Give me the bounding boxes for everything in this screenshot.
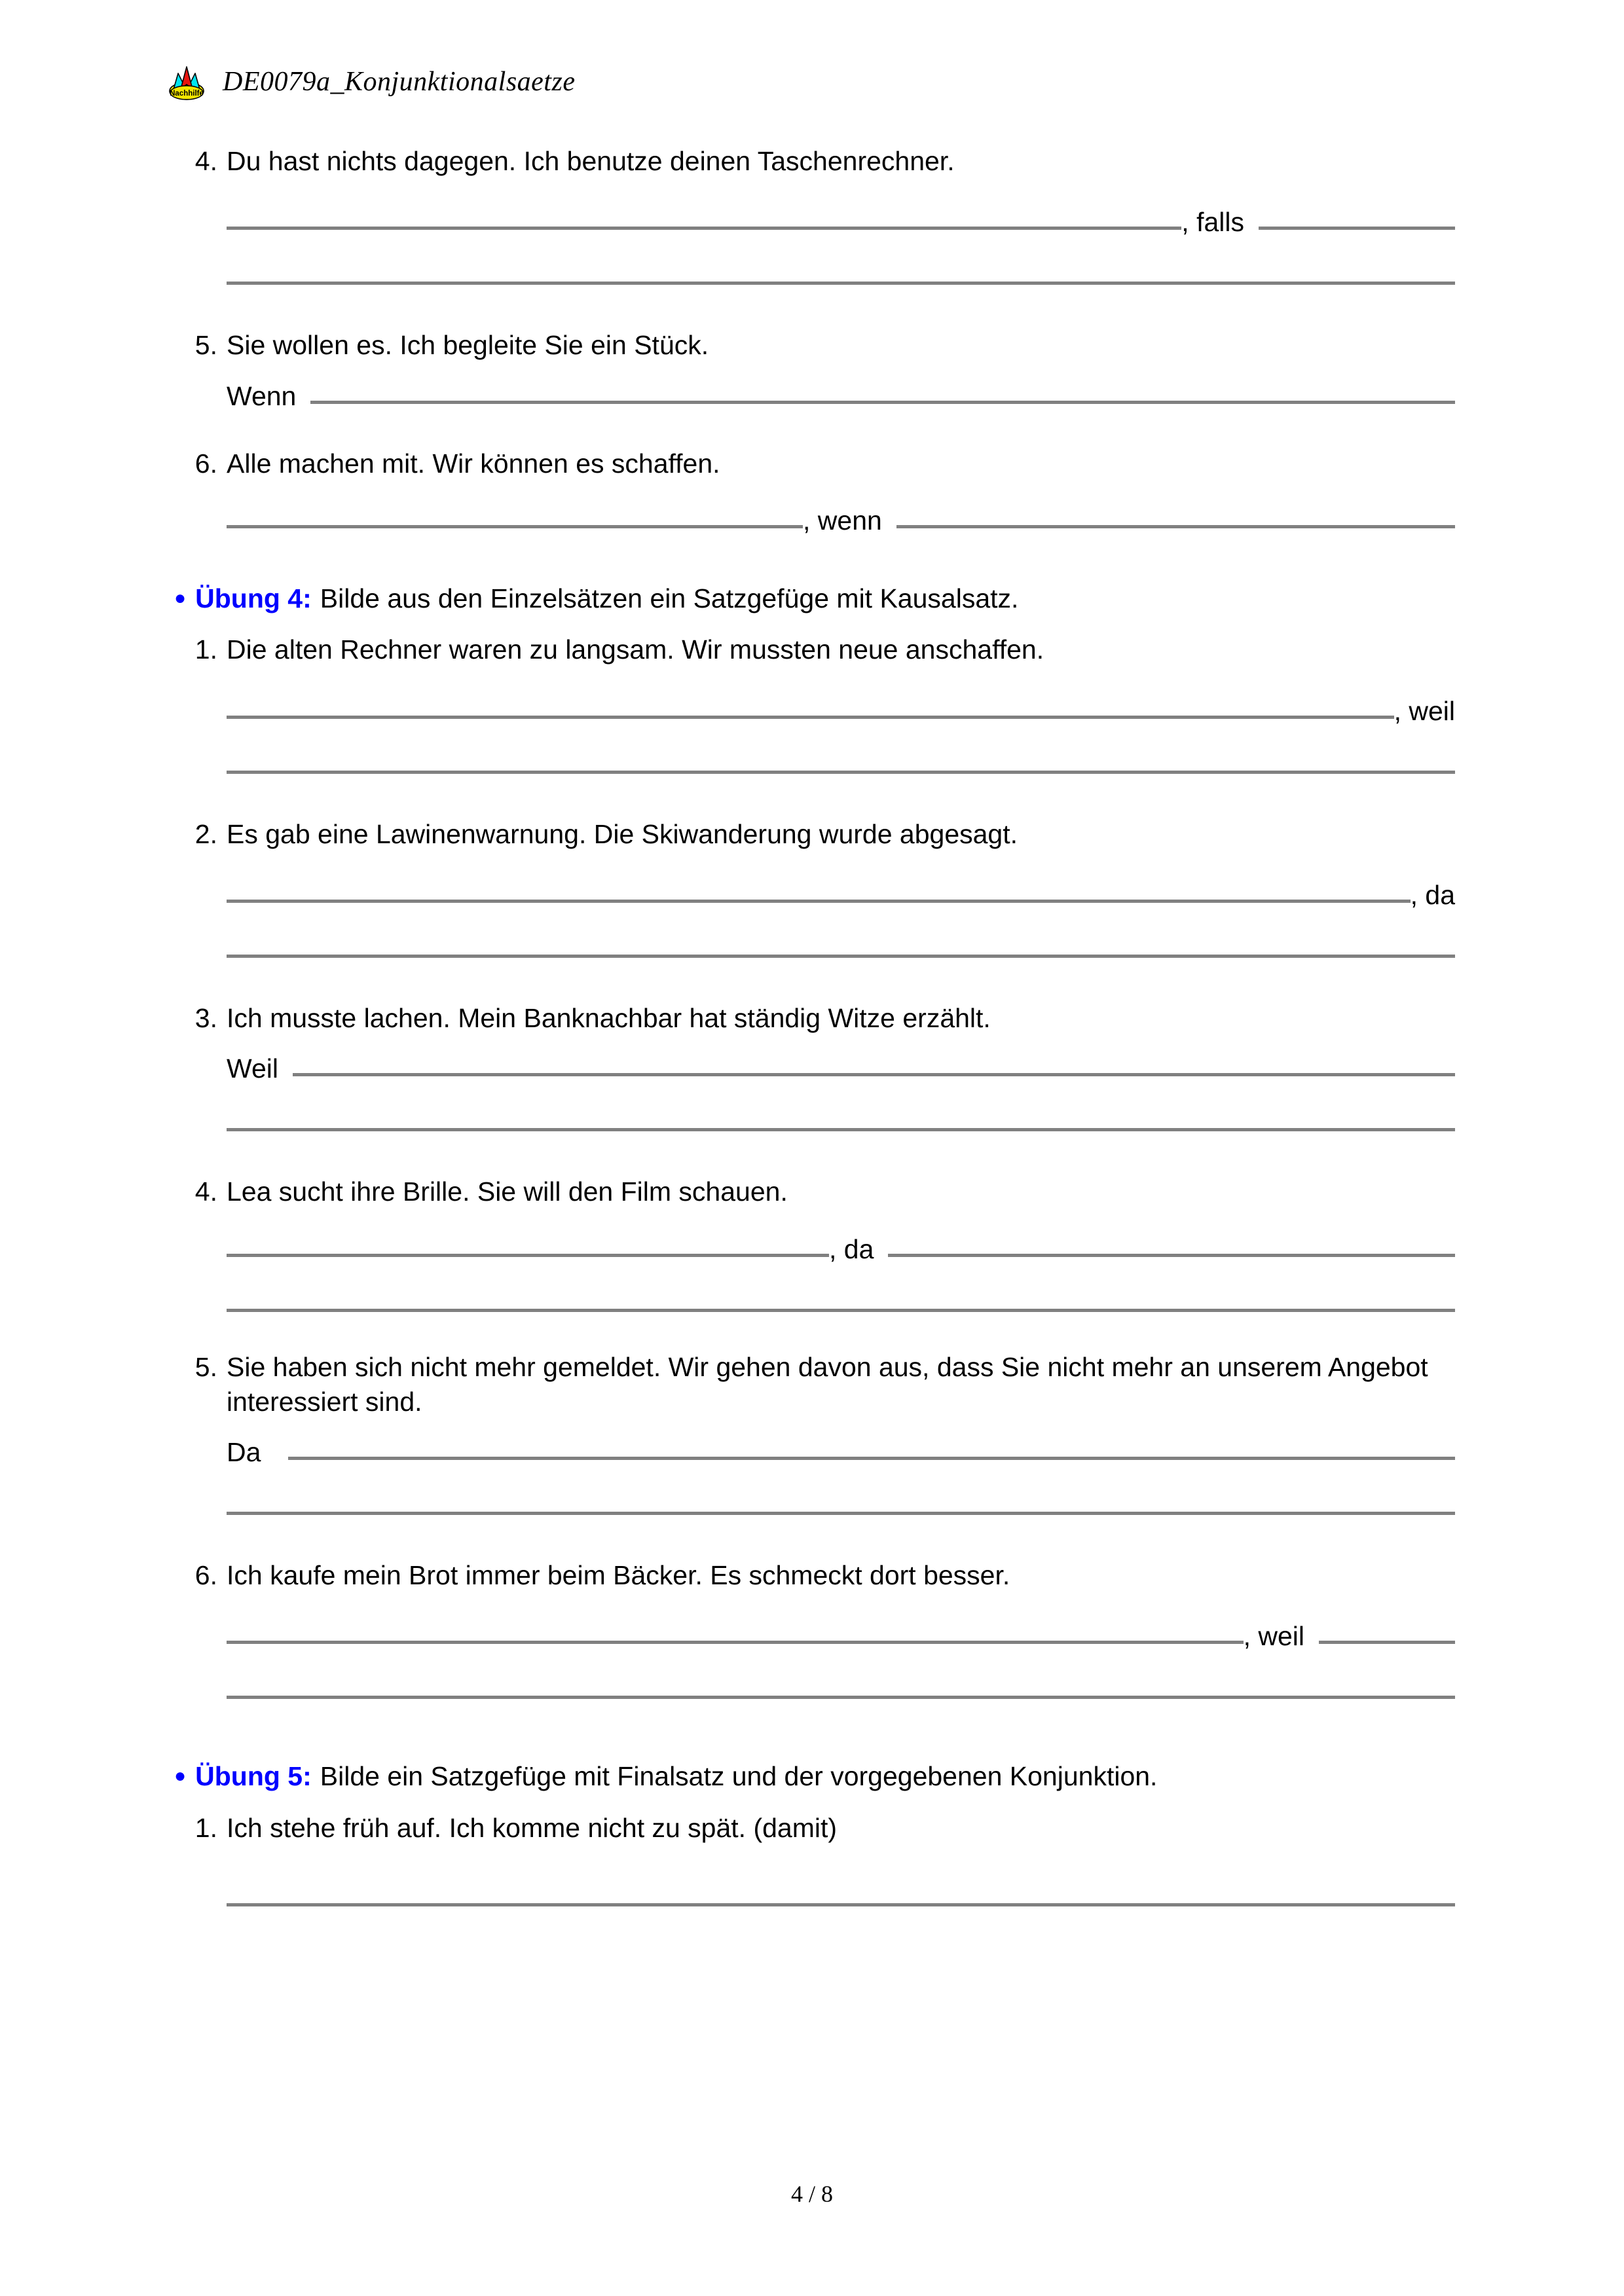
answer-line-row[interactable] — [165, 1055, 1455, 1082]
list-item — [165, 632, 1455, 667]
answer-blank[interactable] — [310, 401, 1455, 404]
list-item — [165, 1811, 1455, 1846]
worksheet-content — [165, 144, 1455, 1908]
answer-blank[interactable] — [896, 525, 1455, 528]
answer-blank[interactable] — [227, 227, 1181, 230]
conjunction-label: , weil — [1243, 1621, 1304, 1652]
exercise-instruction: Bilde ein Satzgefüge mit Finalsatz und der vorgegebenen Konjunktion. — [320, 1761, 1158, 1792]
conjunction-label: , da — [829, 1233, 874, 1264]
exercise-heading-uebung-4 — [165, 581, 1455, 615]
conjunction-label: , falls — [1181, 207, 1244, 238]
bullet-icon: ● — [174, 1765, 187, 1787]
item-text: Ich musste lachen. Mein Banknachbar hat ständig Witze erzählt. — [227, 1002, 991, 1033]
answer-blank[interactable] — [227, 282, 1455, 285]
item-number: 1. — [194, 634, 217, 665]
answer-line-row[interactable] — [165, 209, 1455, 236]
answer-line-row[interactable] — [165, 695, 1455, 726]
item-text: Lea sucht ihre Brille. Sie will den Film schauen. — [227, 1176, 788, 1207]
answer-line-row[interactable] — [165, 1623, 1455, 1650]
exercise-instruction: Bilde aus den Einzelsätzen ein Satzgefüge mit Kausalsatz. — [320, 583, 1019, 613]
bullet-icon: ● — [174, 587, 187, 609]
nachhilfe-logo-icon — [165, 63, 208, 101]
answer-blank[interactable] — [227, 955, 1455, 958]
conjunction-label: , da — [1410, 879, 1455, 910]
answer-blank[interactable] — [227, 1641, 1244, 1644]
answer-blank[interactable] — [227, 1128, 1455, 1131]
item-number: 3. — [194, 1002, 217, 1033]
page-number: 4 / 8 — [790, 2181, 833, 2207]
answer-blank[interactable] — [227, 771, 1455, 774]
answer-line-row[interactable] — [165, 1233, 1455, 1264]
answer-blank[interactable] — [227, 716, 1394, 719]
item-number: 4. — [194, 146, 217, 176]
answer-blank[interactable] — [227, 1512, 1455, 1515]
answer-blank[interactable] — [227, 1254, 829, 1257]
list-item — [165, 1558, 1455, 1593]
item-number: 2. — [194, 818, 217, 849]
item-text: Sie haben sich nicht mehr gemeldet. Wir gehen davon aus, dass Sie nicht mehr an unserem Angebot interessiert sind. — [227, 1351, 1428, 1417]
exercise-label: Übung 5: — [195, 1761, 312, 1792]
answer-line-row[interactable] — [165, 1904, 1455, 1908]
exercise-label: Übung 4: — [195, 583, 312, 613]
list-item — [165, 328, 1455, 363]
answer-blank[interactable] — [293, 1073, 1455, 1076]
conjunction-prefix: Da — [227, 1437, 261, 1468]
list-item — [165, 1175, 1455, 1209]
page-footer — [0, 2180, 1624, 2208]
answer-line-row[interactable] — [165, 879, 1455, 910]
answer-blank[interactable] — [1259, 227, 1455, 230]
answer-blank[interactable] — [227, 900, 1411, 903]
exercise-heading-uebung-5 — [165, 1759, 1455, 1793]
page-header — [165, 63, 575, 101]
answer-blank[interactable] — [1319, 1641, 1455, 1644]
conjunction-label: , weil — [1393, 695, 1455, 726]
item-text: Du hast nichts dagegen. Ich benutze deinen Taschenrechner. — [227, 146, 955, 176]
answer-line-row[interactable] — [165, 507, 1455, 534]
list-item — [165, 144, 1455, 179]
answer-line-row[interactable] — [165, 1439, 1455, 1466]
item-number: 5. — [194, 1351, 217, 1382]
list-item — [165, 1350, 1455, 1420]
document-title: DE0079a_Konjunktionalsaetze — [223, 67, 576, 97]
answer-blank[interactable] — [288, 1457, 1455, 1460]
item-text: Es gab eine Lawinenwarnung. Die Skiwanderung wurde abgesagt. — [227, 818, 1018, 849]
item-text: Ich stehe früh auf. Ich komme nicht zu spät. (damit) — [227, 1812, 838, 1843]
item-text: Die alten Rechner waren zu langsam. Wir mussten neue anschaffen. — [227, 634, 1044, 665]
list-item — [165, 1001, 1455, 1036]
conjunction-label: , wenn — [803, 505, 882, 536]
item-number: 6. — [194, 1560, 217, 1591]
answer-line-row[interactable] — [165, 380, 1455, 411]
answer-blank[interactable] — [227, 1309, 1455, 1312]
answer-blank[interactable] — [227, 525, 803, 528]
item-number: 5. — [194, 330, 217, 361]
conjunction-prefix: Wenn — [227, 380, 297, 411]
answer-blank[interactable] — [888, 1254, 1455, 1257]
answer-blank[interactable] — [227, 1696, 1455, 1699]
item-number: 1. — [194, 1812, 217, 1843]
conjunction-prefix: Weil — [227, 1053, 278, 1084]
list-item — [165, 446, 1455, 481]
svg-text:Nachhilfe: Nachhilfe — [170, 90, 204, 98]
item-text: Ich kaufe mein Brot immer beim Bäcker. Es schmeckt dort besser. — [227, 1560, 1010, 1591]
item-text: Alle machen mit. Wir können es schaffen. — [227, 448, 720, 479]
item-number: 6. — [194, 448, 217, 479]
answer-blank[interactable] — [227, 1903, 1455, 1906]
list-item — [165, 817, 1455, 852]
item-number: 4. — [194, 1176, 217, 1207]
item-text: Sie wollen es. Ich begleite Sie ein Stück. — [227, 330, 709, 361]
